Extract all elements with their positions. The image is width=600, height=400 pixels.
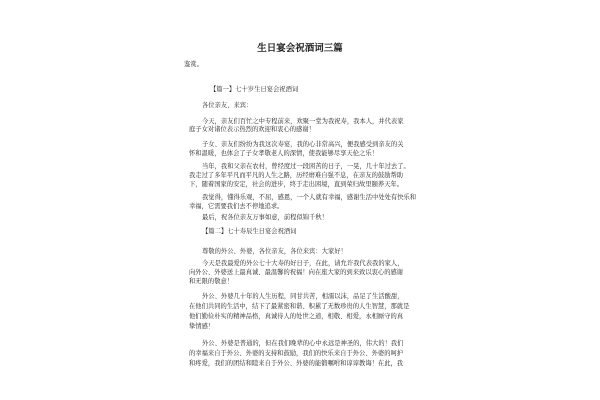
paragraph-line: 我走过了多年平凡而平凡的人生之路，历经磨难自强不息，在亲友的鼓励帮助 xyxy=(189,172,404,179)
paragraph-line: 挚情感！ xyxy=(189,323,215,330)
paragraph-line: 最后，祝各位亲友万事如意，前程似锦千秋！ xyxy=(202,214,328,221)
document-title: 生日宴会祝酒词三篇 xyxy=(257,43,343,54)
paragraph-line: 庭子女对诸位表示热烈的欢迎和衷心的感谢！ xyxy=(189,126,315,133)
paragraph-line: 我觉得，懂得乐观，不屈，感恩，一个人就有幸福，感谢生活中处处有快乐和 xyxy=(202,194,417,201)
paragraph-line: 外公、外婆几十年的人生历程，同甘共苦，相濡以沫，品足了生活酸甜， xyxy=(202,293,404,300)
paragraph-line: 下，随着国家的安定，社会的进步，终于走出困境，直到荣归故里颐养天年。 xyxy=(189,181,404,188)
section2-heading: 【篇二】七十寿辰生日宴会祝酒词 xyxy=(202,228,297,235)
paragraph-line: 他们勤俭朴实的精神品格，真诚待人的处世之道，相敬、相爱，永相厮守的真 xyxy=(189,313,404,320)
paragraph-line: 在他们共同的生活中，结下了最紧密和谐、积累了无数珍贵的人生智慧，那就是 xyxy=(189,303,410,310)
paragraph-line: 各位亲友、来宾： xyxy=(202,102,253,109)
intro-text: 鉴赏。 xyxy=(184,61,203,68)
paragraph-line: 和疼爱，我们的团结和睦来自于外公、外婆的能锻嘱咐和谆谆教诲！在此，我 xyxy=(189,360,404,367)
paragraph-line: 向外公、外婆送上最真诚、最温馨的祝福！向在座大家的到来致以衷心的感谢 xyxy=(189,269,404,276)
paragraph-line: 和无限的敬意！ xyxy=(189,278,234,285)
paragraph-line: 外公、外婆是普通的，但在我们晚辈的心中永远是神圣的，伟大的！我们 xyxy=(202,340,404,347)
paragraph-line: 幸福，它需要我们去不停地追求。 xyxy=(189,203,284,210)
paragraph-line: 今天是我最爱的外公七十大寿的好日子，在此，请允许我代表我的家人， xyxy=(202,260,404,267)
paragraph-line: 当年，我和父亲在农村，曾经度过一段困苦的日子，一晃，几十年过去了。 xyxy=(202,163,410,170)
paragraph-line: 子女、亲友们纷纷为我这次寿宴，我的心非常高兴，便我感受到亲友的关 xyxy=(202,141,404,148)
paragraph-line: 怀和温暖，也体会了子女孝敬老人的深情，使我能够尽享天伦之乐！ xyxy=(189,150,378,157)
paragraph-line: 尊敬的外公、外婆，各位亲友，各位来宾：大家好！ xyxy=(202,248,347,255)
section1-heading: 【篇一】七十岁生日宴会祝酒词 xyxy=(210,86,299,93)
paragraph-line: 今天，亲友们百忙之中专程前来，欢聚一堂为我祝寿，我本人，并代表家 xyxy=(202,118,404,125)
paragraph-line: 的幸福来自于外公、外婆的支持和鼓励，我们的快乐来自于外公、外婆的呵护 xyxy=(189,350,404,357)
